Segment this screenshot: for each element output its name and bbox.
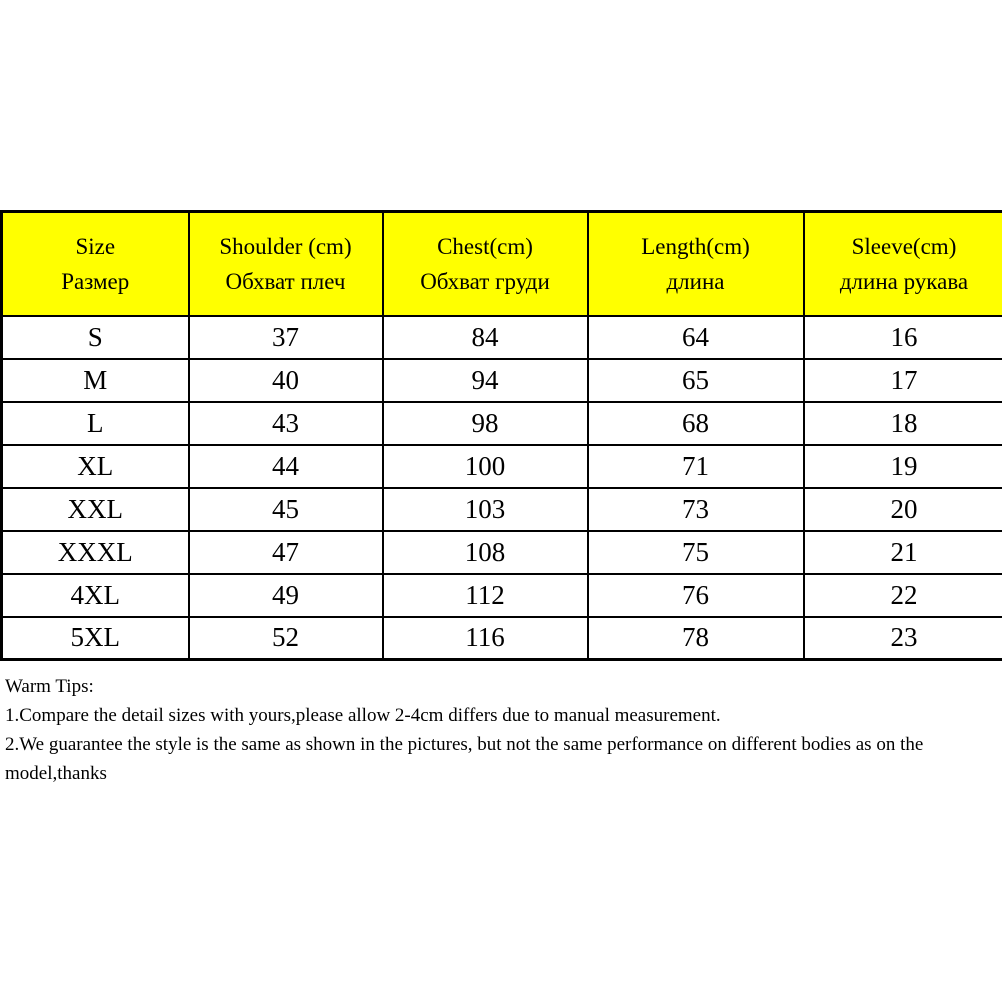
header-length-en: Length(cm) bbox=[641, 233, 750, 259]
table-row-xl bbox=[2, 445, 1002, 488]
cell-shoulder: 43 bbox=[189, 402, 383, 445]
cell-length: 64 bbox=[588, 316, 804, 359]
cell-size: 4XL bbox=[2, 574, 189, 617]
cell-shoulder: 37 bbox=[189, 316, 383, 359]
warm-tips-line: 2.We guarantee the style is the same as shown in the pictures, but not the same performance on different bodies as on the model,thanks bbox=[5, 734, 924, 784]
cell-length: 75 bbox=[588, 531, 804, 574]
header-cell-shoulder bbox=[189, 212, 383, 316]
header-cell-length bbox=[588, 212, 804, 316]
cell-chest: 116 bbox=[383, 617, 588, 660]
header-shoulder-en: Shoulder (cm) bbox=[219, 233, 352, 259]
warm-tips bbox=[0, 672, 1002, 788]
cell-chest: 103 bbox=[383, 488, 588, 531]
header-cell-sleeve bbox=[804, 212, 1002, 316]
cell-sleeve: 22 bbox=[804, 574, 1002, 617]
cell-length: 68 bbox=[588, 402, 804, 445]
header-cell-chest bbox=[383, 212, 588, 316]
header-chest-ru: Обхват груди bbox=[420, 268, 550, 294]
cell-size: L bbox=[2, 402, 189, 445]
table-row-m bbox=[2, 359, 1002, 402]
header-length-ru: длина bbox=[666, 268, 725, 294]
table-row-xxxl bbox=[2, 531, 1002, 574]
cell-chest: 84 bbox=[383, 316, 588, 359]
cell-size: XL bbox=[2, 445, 189, 488]
cell-sleeve: 19 bbox=[804, 445, 1002, 488]
cell-chest: 100 bbox=[383, 445, 588, 488]
cell-size: 5XL bbox=[2, 617, 189, 660]
cell-sleeve: 21 bbox=[804, 531, 1002, 574]
cell-sleeve: 18 bbox=[804, 402, 1002, 445]
header-chest-en: Chest(cm) bbox=[437, 233, 533, 259]
cell-chest: 94 bbox=[383, 359, 588, 402]
table-row-l bbox=[2, 402, 1002, 445]
header-shoulder-ru: Обхват плеч bbox=[225, 268, 346, 294]
cell-shoulder: 52 bbox=[189, 617, 383, 660]
header-size-ru: Размер bbox=[61, 268, 130, 294]
cell-length: 65 bbox=[588, 359, 804, 402]
table-row-xxl bbox=[2, 488, 1002, 531]
header-sleeve-en: Sleeve(cm) bbox=[851, 233, 957, 259]
cell-chest: 98 bbox=[383, 402, 588, 445]
cell-shoulder: 40 bbox=[189, 359, 383, 402]
header-cell-size bbox=[2, 212, 189, 316]
warm-tips-line: 1.Compare the detail sizes with yours,please allow 2-4cm differs due to manual measurement. bbox=[5, 705, 721, 726]
warm-tips-title: Warm Tips: bbox=[5, 676, 94, 697]
cell-sleeve: 23 bbox=[804, 617, 1002, 660]
cell-sleeve: 17 bbox=[804, 359, 1002, 402]
cell-shoulder: 44 bbox=[189, 445, 383, 488]
cell-length: 71 bbox=[588, 445, 804, 488]
header-sleeve-ru: длина рукава bbox=[839, 268, 969, 294]
cell-length: 73 bbox=[588, 488, 804, 531]
cell-length: 78 bbox=[588, 617, 804, 660]
cell-size: M bbox=[2, 359, 189, 402]
cell-shoulder: 47 bbox=[189, 531, 383, 574]
table-row-4xl bbox=[2, 574, 1002, 617]
cell-shoulder: 45 bbox=[189, 488, 383, 531]
cell-length: 76 bbox=[588, 574, 804, 617]
size-table bbox=[0, 210, 1002, 661]
cell-chest: 112 bbox=[383, 574, 588, 617]
cell-size: XXL bbox=[2, 488, 189, 531]
table-row-s bbox=[2, 316, 1002, 359]
header-size-en: Size bbox=[75, 233, 116, 259]
cell-chest: 108 bbox=[383, 531, 588, 574]
cell-size: S bbox=[2, 316, 189, 359]
cell-sleeve: 20 bbox=[804, 488, 1002, 531]
table-row-5xl bbox=[2, 617, 1002, 660]
cell-shoulder: 49 bbox=[189, 574, 383, 617]
cell-sleeve: 16 bbox=[804, 316, 1002, 359]
cell-size: XXXL bbox=[2, 531, 189, 574]
size-table-header-row bbox=[2, 212, 1002, 316]
